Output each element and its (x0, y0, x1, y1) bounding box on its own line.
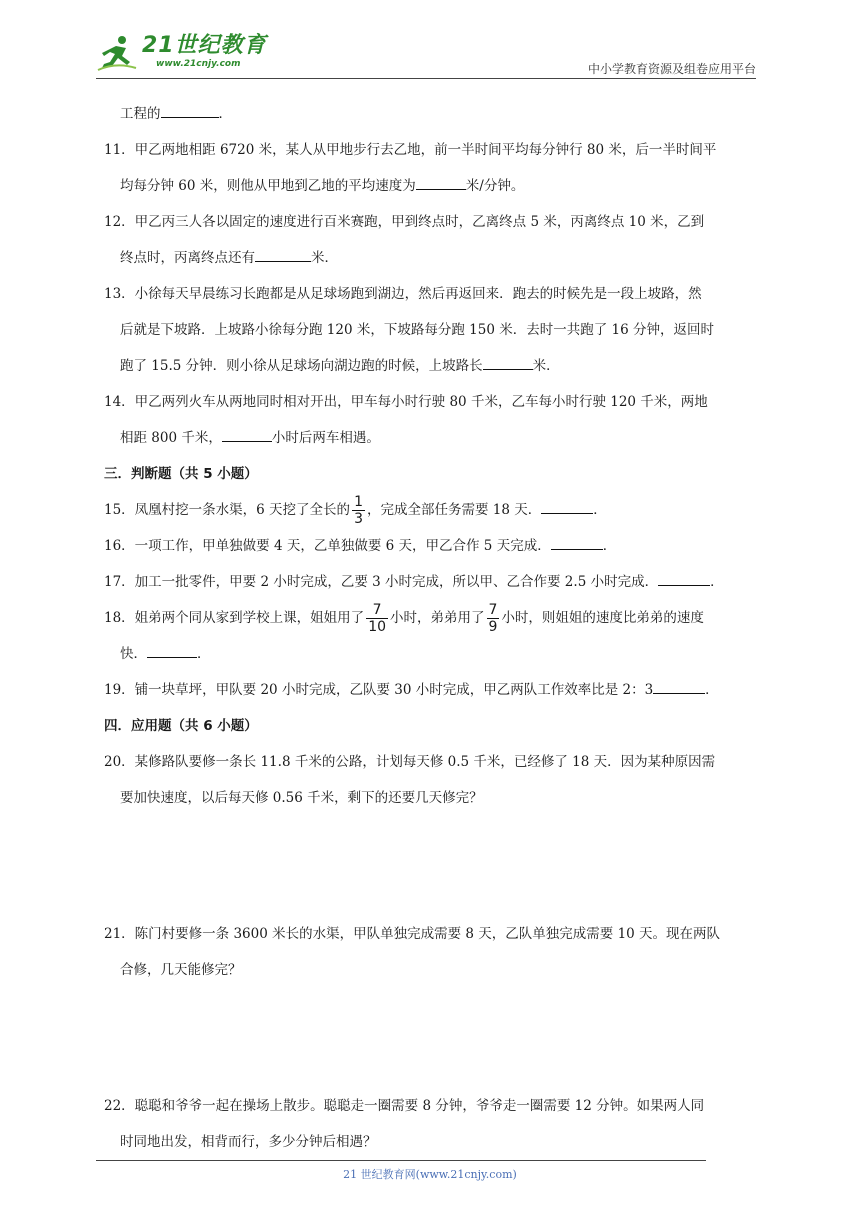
section-judgement-title: 三．判断题（共 5 小题） (104, 466, 258, 482)
question-21: 21．陈门村要修一条 3600 米长的水渠，甲队单独完成需要 8 天，乙队单独完成需要 10 天。现在两队 合修，几天能修完？ (104, 926, 721, 978)
answer-blank (653, 675, 705, 694)
logo-text: 21世纪教育 (142, 33, 267, 58)
question-10-continuation: 工程的 ． (104, 96, 764, 132)
runner-logo-icon (96, 34, 140, 72)
footer-text: 21 世纪教育网(www.21cnjy.com) (343, 1168, 517, 1181)
question-13: 13．小徐每天早晨练习长跑都是从足球场跑到湖边，然后再返回来．跑去的时候先是一段上坡路，然 后就是下坡路．上坡路小徐每分跑 120 米，下坡路每分跑 150 米．去时一共跑了 16 分钟，返回时 跑了 15.5 分钟．则小徐从足球场向湖边跑的时候，上坡路长 米． (104, 286, 714, 374)
answer-blank (147, 639, 197, 658)
header-divider (96, 78, 756, 79)
answer-blank (222, 423, 272, 442)
answer-blank (483, 351, 533, 370)
question-18: 18．姐弟两个同从家到学校上课，姐姐用了 $\frac{7}{10}$ 小时，弟弟用了 $\frac{7}{9}$ 小时，则姐姐的速度比弟弟的速度 快． ． (104, 602, 704, 662)
answer-blank (161, 99, 219, 118)
question-20: 20．某修路队要修一条长 11.8 千米的公路，计划每天修 0.5 千米，已经修了 18 天．因为某种原因需 要加快速度，以后每天修 0.56 千米，剩下的还要几天修完？ (104, 754, 716, 806)
question-19: 19．铺一块草坪，甲队要 20 小时完成，乙队要 30 小时完成，甲乙两队工作效率比是 2：3 ． (104, 672, 764, 708)
question-14: 14．甲乙两列火车从两地同时相对开出，甲车每小时行驶 80 千米，乙车每小时行驶 120 千米，两地 相距 800 千米， 小时后两车相遇。 (104, 394, 708, 446)
question-22: 22．聪聪和爷爷一起在操场上散步。聪聪走一圈需要 8 分钟，爷爷走一圈需要 12 分钟。如果两人同 时同地出发，相背而行，多少分钟后相遇？ (104, 1098, 705, 1150)
section-application-title: 四．应用题（共 6 小题） (104, 718, 258, 734)
question-16: 16．一项工作，甲单独做要 4 天，乙单独做要 6 天，甲乙合作 5 天完成． ． (104, 528, 764, 564)
logo (96, 34, 267, 78)
question-11: 11．甲乙两地相距 6720 米，某人从甲地步行去乙地，前一半时间平均每分钟行 80 米，后一半时间平 均每分钟 60 米，则他从甲地到乙地的平均速度为 米/分钟。 (104, 142, 717, 194)
answer-blank (658, 567, 710, 586)
answer-blank (255, 243, 311, 262)
fraction: $\frac{7}{9}$ (488, 602, 498, 635)
footer-divider (96, 1160, 706, 1161)
answer-space (104, 816, 764, 916)
question-12: 12．甲乙丙三人各以固定的速度进行百米赛跑，甲到终点时，乙离终点 5 米，丙离终点 10 米，乙到 终点时，丙离终点还有 米． (104, 214, 705, 266)
fraction: $\frac{7}{10}$ (368, 602, 387, 635)
question-content (104, 96, 764, 1160)
page-header (96, 34, 756, 78)
fraction: $\frac{1}{3}$ (354, 494, 363, 527)
question-15: 15．凤凰村挖一条水渠，6 天挖了全长的 $\frac{1}{3}$ ，完成全部任务需要 18 天． ． (104, 494, 607, 527)
answer-space (104, 988, 764, 1088)
header-platform-text: 中小学教育资源及组卷应用平台 (587, 62, 756, 76)
answer-blank (416, 171, 466, 190)
logo-url: www.21cnjy.com (156, 59, 241, 69)
answer-blank (541, 495, 593, 514)
question-17: 17．加工一批零件，甲要 2 小时完成，乙要 3 小时完成，所以甲、乙合作要 2.5 小时完成． ． (104, 564, 764, 600)
answer-blank (551, 531, 603, 550)
